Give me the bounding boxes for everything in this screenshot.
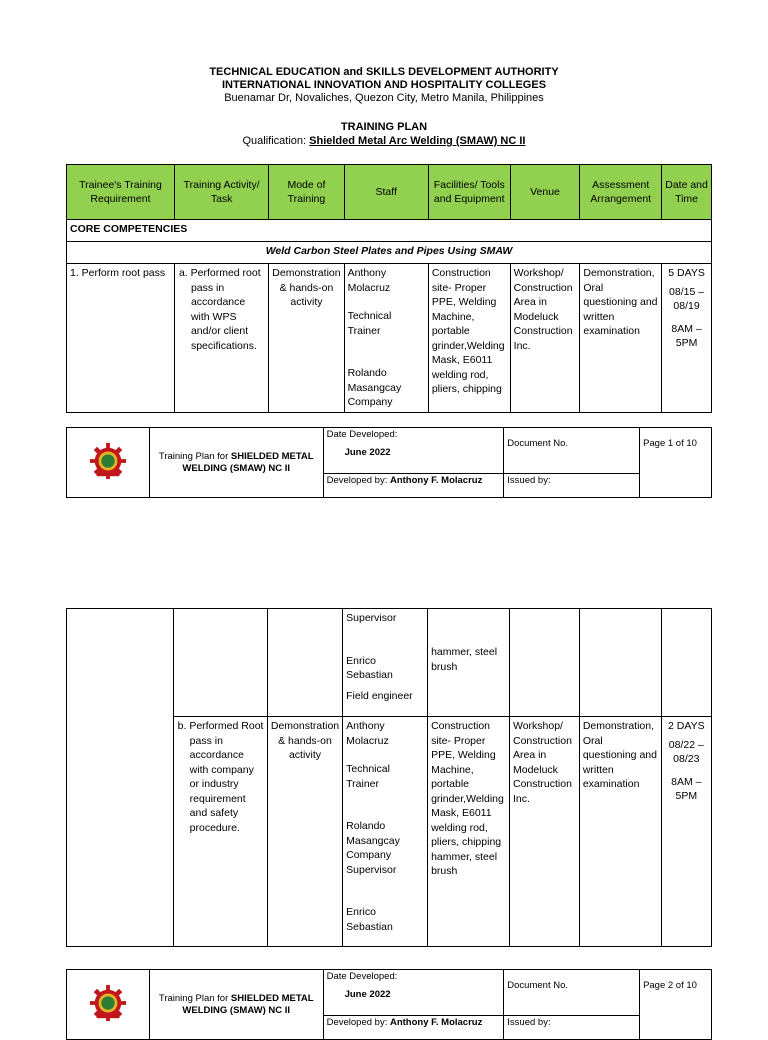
qualification-label: Qualification:	[242, 135, 310, 147]
agency-name: TECHNICAL EDUCATION and SKILLS DEVELOPMENT AUTHORITY	[209, 66, 559, 78]
duration: 2 DAYS	[668, 720, 705, 732]
date-developed-value: June 2022	[344, 989, 391, 1000]
developed-by-label: Developed by:	[326, 475, 390, 486]
col-header-venue: Venue	[510, 165, 580, 220]
facilities-text: hammer, steel brush	[431, 646, 498, 673]
college-logo-icon	[89, 984, 127, 1022]
staff-role: Field engineer	[346, 689, 413, 702]
date-range: 08/15 – 08/19	[669, 285, 705, 312]
facilities-cell: Construction site- Proper PPE, Welding Machine, portable grinder,Welding Mask, E6011 welding rod, pliers, chipping	[428, 264, 510, 413]
training-plan-table	[66, 164, 712, 413]
table-header-row	[67, 165, 712, 220]
qualification	[0, 135, 768, 148]
requirement-cell	[67, 609, 174, 947]
document-number-label: Document No.	[504, 428, 640, 474]
developed-by-label: Developed by:	[326, 1017, 390, 1028]
table-row	[67, 264, 712, 413]
mode-cell: Demonstration & hands-on activity	[267, 717, 342, 947]
duration: 5 DAYS	[668, 267, 705, 279]
college-logo-icon	[89, 442, 127, 480]
activity-cell: a. Performed root pass in accordance with WPS and/or client specifications.	[174, 264, 268, 413]
col-header-mode: Mode of Training	[269, 165, 344, 220]
activity-cell	[173, 609, 267, 717]
footer-plan-qualification: SHIELDED METAL WELDING (SMAW) NC II	[182, 450, 314, 474]
core-competencies-row	[67, 220, 712, 242]
staff-name: Rolando Masangcay Company	[347, 367, 402, 408]
staff-name: Rolando Masangcay Company Supervisor	[346, 820, 400, 876]
date-developed-cell	[323, 428, 504, 474]
col-header-facilities: Facilities/ Tools and Equipment	[428, 165, 510, 220]
college-name: INTERNATIONAL INNOVATION AND HOSPITALITY COLLEGES	[221, 79, 547, 91]
training-plan-table-continued	[66, 608, 712, 947]
col-header-requirement: Trainee's Training Requirement	[67, 165, 175, 220]
staff-role: Supervisor	[346, 612, 397, 624]
staff-role: Technical Trainer	[346, 763, 390, 790]
plan-title: TRAINING PLAN	[340, 121, 428, 133]
page-number: Page 2 of 10	[640, 970, 712, 1040]
developed-by-cell	[323, 1016, 504, 1040]
date-range: 08/22 – 08/23	[668, 738, 704, 765]
page-footer	[66, 969, 712, 1040]
venue-cell: Workshop/ Construction Area in Modeluck Construction Inc.	[510, 264, 580, 413]
assessment-cell: Demonstration, Oral questioning and written examination	[579, 717, 661, 947]
staff-cell	[343, 609, 428, 717]
mode-cell: Demonstration & hands-on activity	[269, 264, 344, 413]
unit-title: Weld Carbon Steel Plates and Pipes Using SMAW	[67, 242, 712, 264]
developed-by-value: Anthony F. Molacruz	[389, 1017, 483, 1028]
staff-name: Enrico Sebastian	[346, 654, 393, 681]
date-time-cell	[661, 609, 711, 717]
date-time-cell	[661, 717, 711, 947]
col-header-staff: Staff	[344, 165, 428, 220]
issued-by-label: Issued by:	[504, 1016, 640, 1040]
activity-cell: b. Performed Root pass in accordance with company or industry requirement and safety procedure.	[173, 717, 267, 947]
core-competencies-label: CORE COMPETENCIES	[67, 220, 712, 242]
developed-by-cell	[323, 474, 504, 498]
date-developed-value: June 2022	[344, 447, 391, 458]
assessment-cell	[579, 609, 661, 717]
requirement-cell: 1. Perform root pass	[67, 264, 175, 413]
date-developed-label: Date Developed:	[326, 971, 398, 982]
college-logo	[67, 428, 150, 498]
assessment-cell: Demonstration, Oral questioning and written examination	[580, 264, 662, 413]
mode-cell	[267, 609, 342, 717]
time-range: 8AM – 5PM	[671, 775, 702, 802]
date-time-cell	[662, 264, 712, 413]
col-header-activity: Training Activity/ Task	[174, 165, 268, 220]
staff-name: Anthony Molacruz	[347, 267, 391, 294]
staff-cell	[343, 717, 428, 947]
page-number: Page 1 of 10	[640, 428, 712, 498]
qualification-value: Shielded Metal Arc Welding (SMAW) NC II	[309, 135, 526, 147]
venue-cell	[509, 609, 579, 717]
staff-cell	[344, 264, 428, 413]
col-header-date-time: Date and Time	[662, 165, 712, 220]
time-range: 8AM – 5PM	[671, 322, 702, 349]
facilities-cell	[428, 609, 510, 717]
staff-name: Enrico Sebastian	[346, 906, 393, 933]
facilities-cell: Construction site- Proper PPE, Welding Machine, portable grinder,Welding Mask, E6011 welding rod, pliers, chipping hammer, steel brush	[428, 717, 510, 947]
venue-cell: Workshop/ Construction Area in Modeluck Construction Inc.	[509, 717, 579, 947]
document-number-label: Document No.	[504, 970, 640, 1016]
footer-plan-title	[149, 970, 323, 1040]
issued-by-label: Issued by:	[504, 474, 640, 498]
col-header-assessment: Assessment Arrangement	[580, 165, 662, 220]
date-developed-cell	[323, 970, 504, 1016]
table-row	[67, 609, 712, 717]
college-logo	[67, 970, 150, 1040]
footer-plan-prefix: Training Plan for	[158, 992, 231, 1004]
page-footer	[66, 427, 712, 498]
developed-by-value: Anthony F. Molacruz	[389, 475, 483, 486]
footer-plan-qualification: SHIELDED METAL WELDING (SMAW) NC II	[182, 992, 314, 1016]
date-developed-label: Date Developed:	[326, 429, 398, 440]
footer-plan-prefix: Training Plan for	[158, 450, 231, 462]
college-address: Buenamar Dr, Novaliches, Quezon City, Metro Manila, Philippines	[224, 92, 544, 104]
staff-role: Technical Trainer	[347, 310, 392, 337]
unit-row	[67, 242, 712, 264]
staff-name: Anthony Molacruz	[346, 720, 389, 747]
footer-plan-title	[149, 428, 323, 498]
